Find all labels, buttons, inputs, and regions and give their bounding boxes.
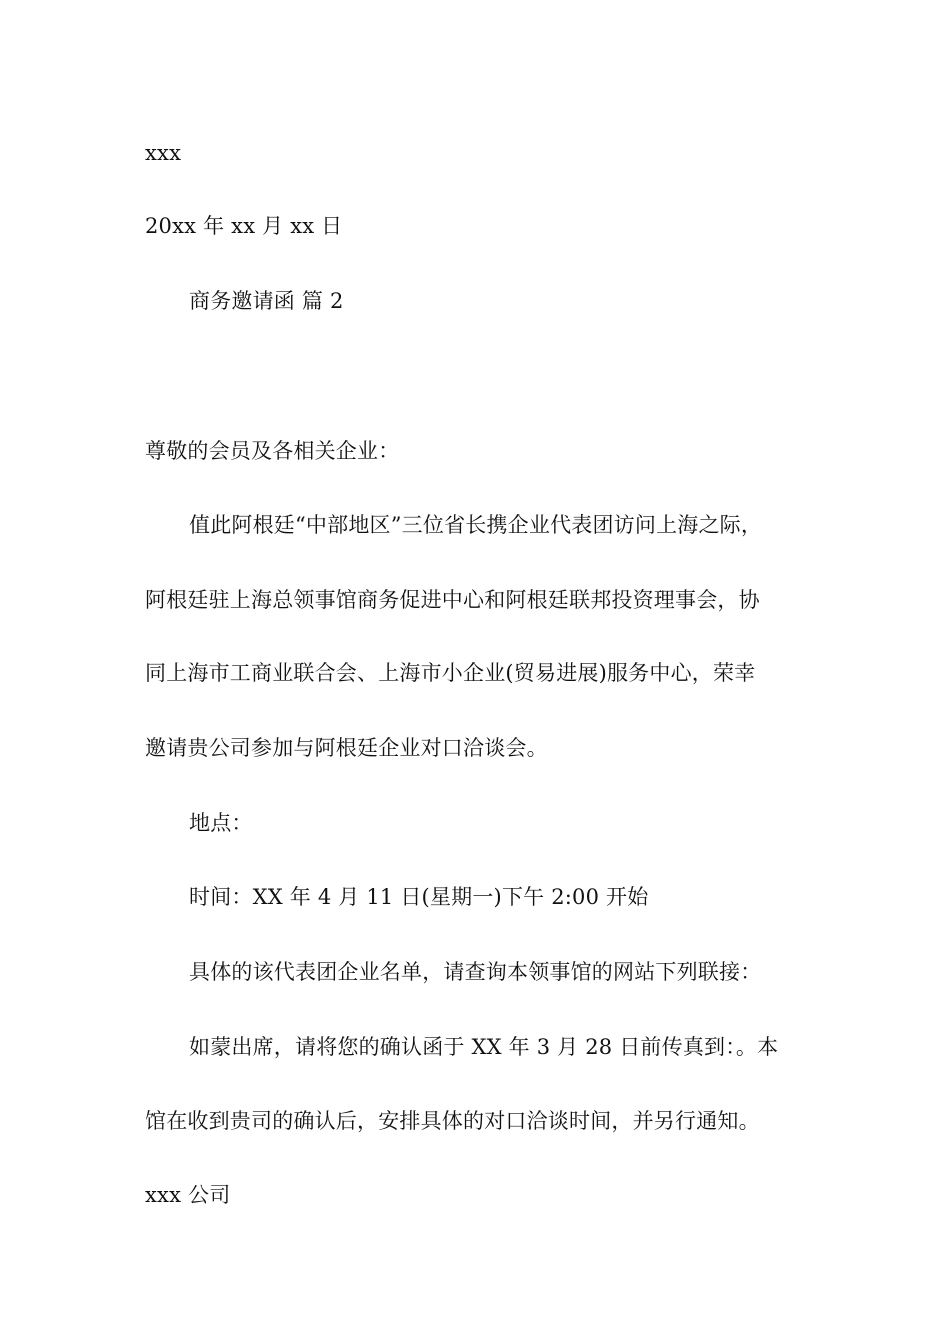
paragraph-1-line-1: 值此阿根廷“中部地区”三位省长携企业代表团访问上海之际，	[189, 513, 763, 537]
list-note: 具体的该代表团企业名单，请查询本领事馆的网站下列联接：	[189, 960, 762, 984]
time-line: 时间：XX 年 4 月 11 日(星期一)下午 2:00 开始	[189, 885, 649, 909]
paragraph-1-line-2: 阿根廷驻上海总领事馆商务促进中心和阿根廷联邦投资理事会，协	[145, 588, 760, 612]
paragraph-2-line-2: 馆在收到贵司的确认后，安排具体的对口洽谈时间，并另行通知。	[145, 1109, 760, 1133]
section-title: 商务邀请函 篇 2	[189, 289, 344, 313]
paragraph-2-line-1: 如蒙出席，请将您的确认函于 XX 年 3 月 28 日前传真到：。本	[189, 1035, 779, 1059]
paragraph-1-line-3: 同上海市工商业联合会、上海市小企业(贸易进展)服务中心，荣幸	[145, 661, 756, 685]
salutation: 尊敬的会员及各相关企业：	[145, 439, 400, 463]
closing-company: xxx 公司	[145, 1183, 231, 1207]
location-line: 地点：	[189, 811, 253, 835]
letter-date: 20xx 年 xx 月 xx 日	[145, 214, 343, 238]
paragraph-1-line-4: 邀请贵公司参加与阿根廷企业对口洽谈会。	[145, 736, 548, 760]
sender-name: xxx	[145, 141, 182, 165]
